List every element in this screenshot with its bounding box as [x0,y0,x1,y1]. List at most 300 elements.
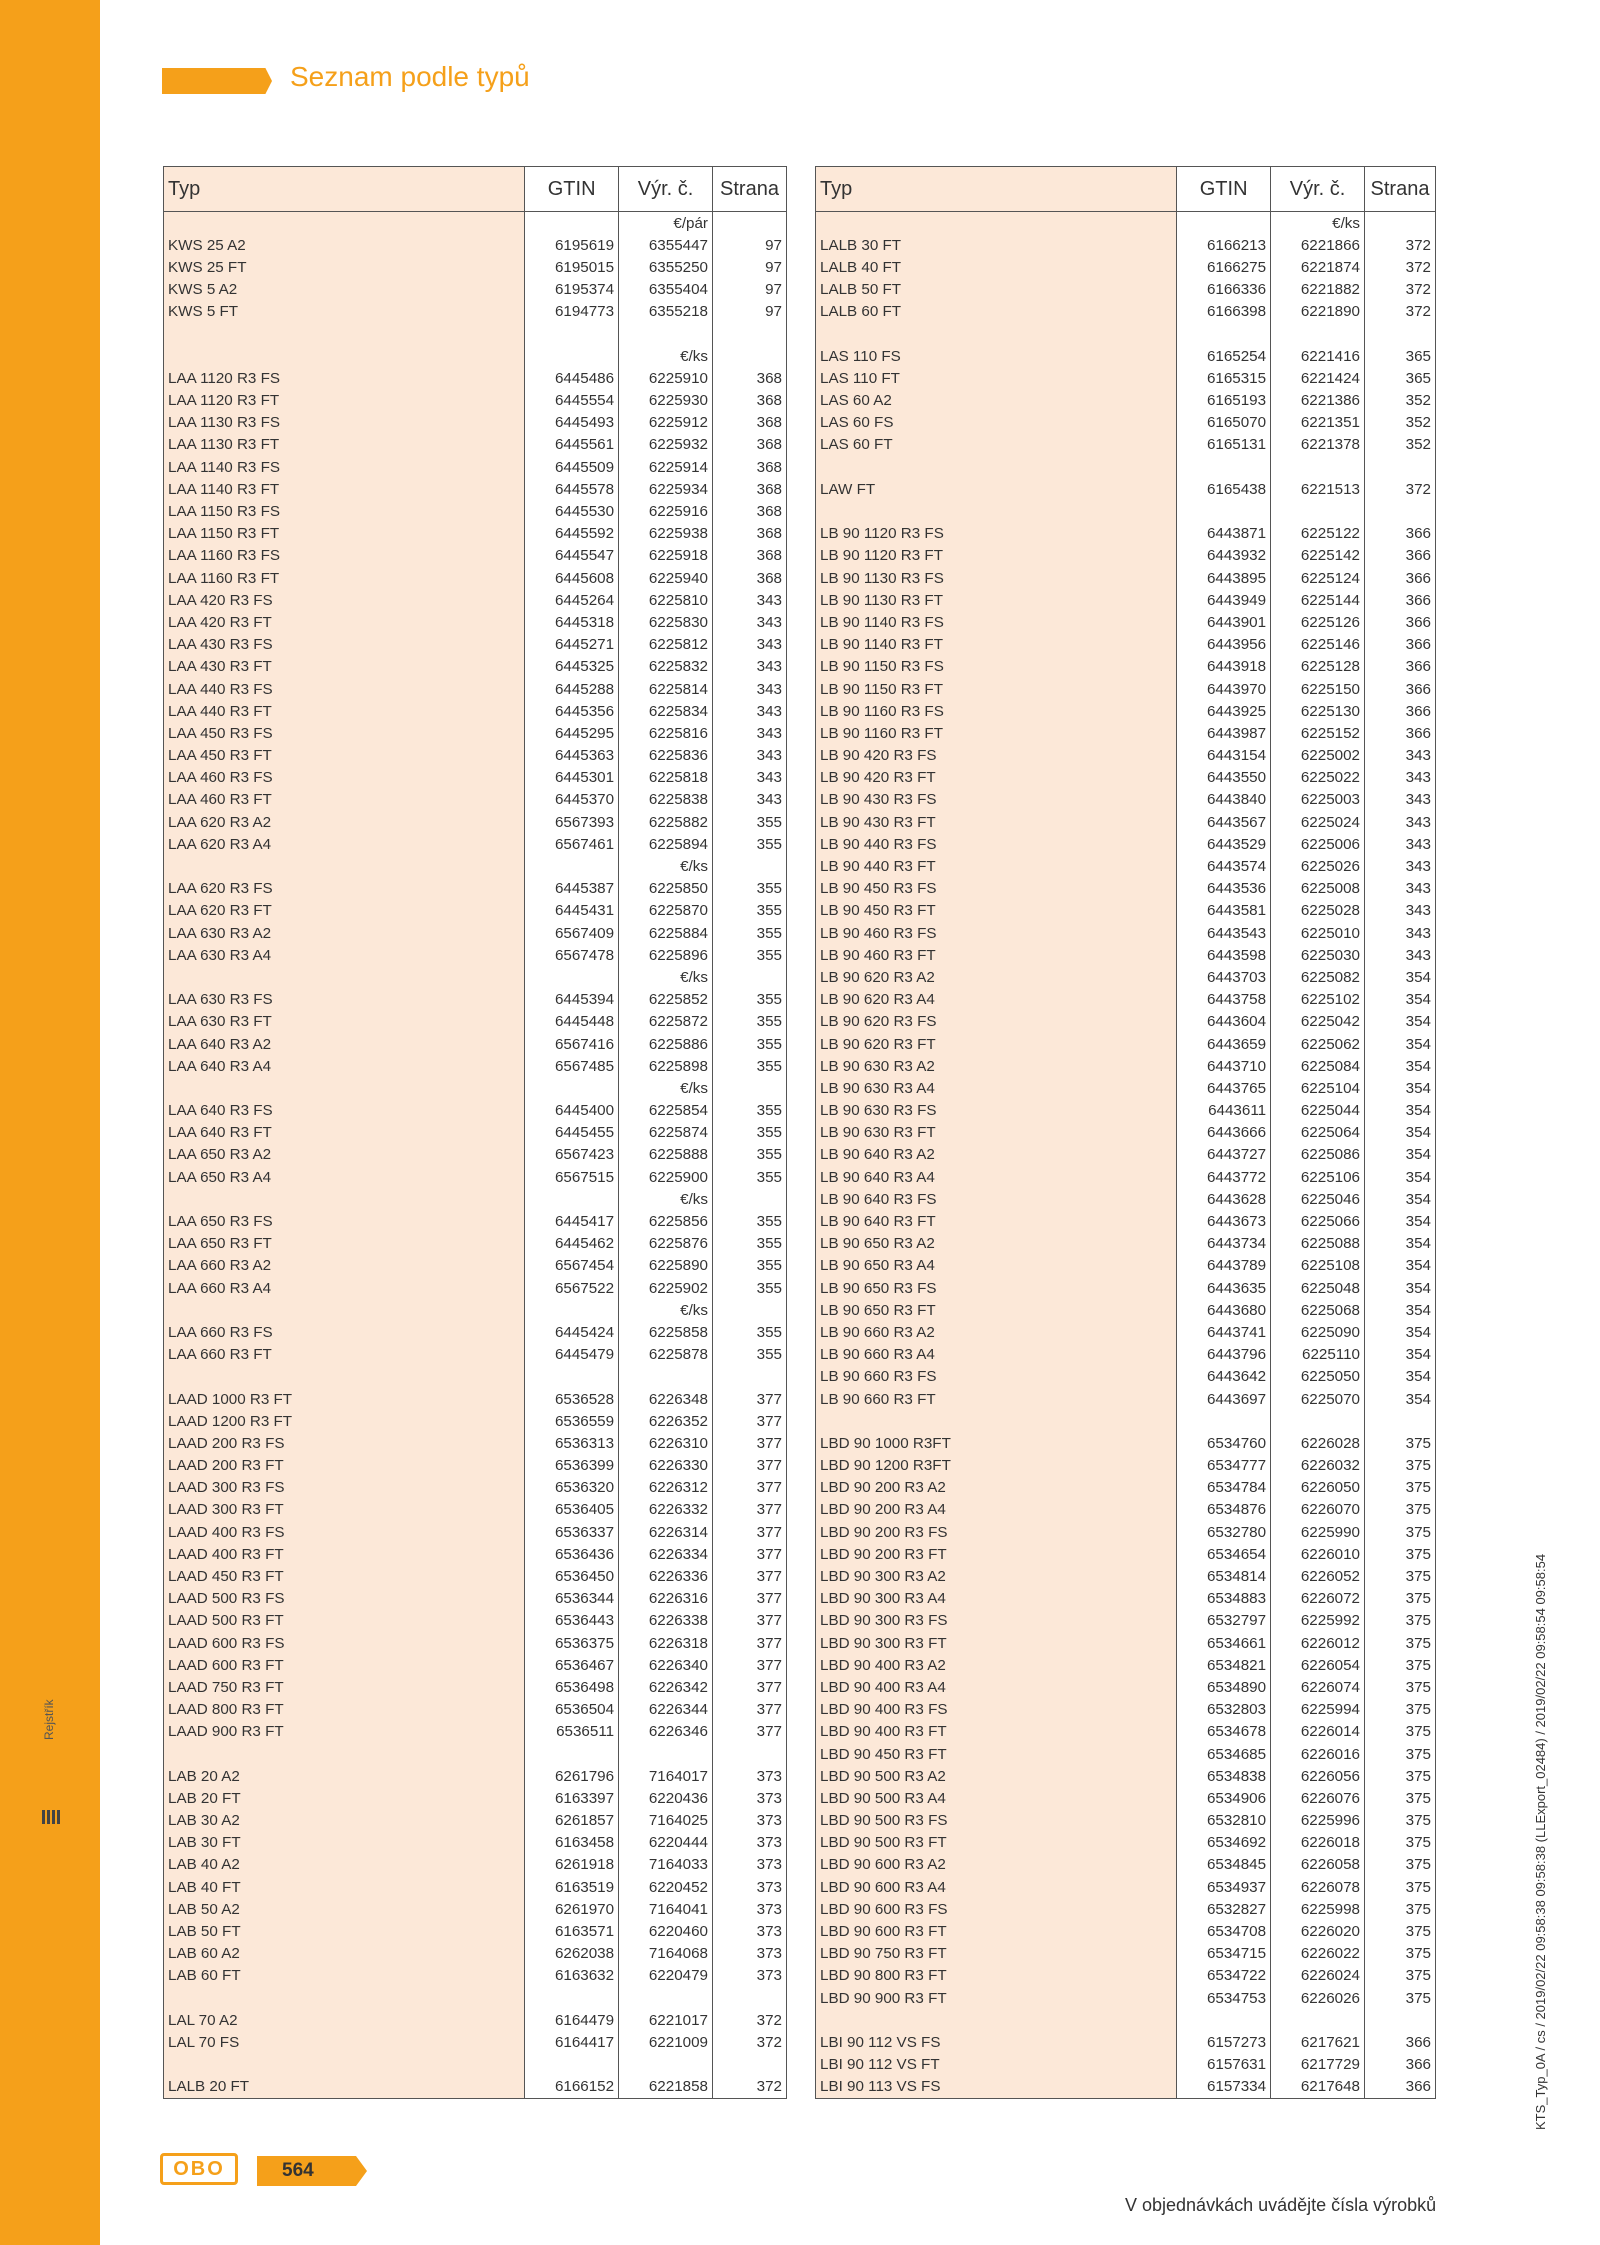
cell-typ: LALB 50 FT [816,279,1177,301]
cell-gtin: 6445547 [525,545,619,567]
cell-vyr: 6220452 [619,1876,713,1898]
cell-vyr: 6225878 [619,1344,713,1366]
cell-strana: 375 [1365,1987,1436,2009]
table-header [816,167,1436,212]
cell-typ: LB 90 420 R3 FS [816,745,1177,767]
cell-strana: 373 [713,1898,787,1920]
cell-typ: LAA 650 R3 A2 [164,1144,525,1166]
cell-strana: 375 [1365,1965,1436,1987]
table-row [164,1810,787,1832]
cell-vyr: 6225812 [619,634,713,656]
cell-strana: 373 [713,1787,787,1809]
cell-gtin: 6443697 [1177,1388,1271,1410]
cell-vyr: 6225086 [1271,1144,1365,1166]
cell-strana: 366 [1365,2031,1436,2053]
table-row [164,634,787,656]
cell-strana: 366 [1365,567,1436,589]
table-row [816,811,1436,833]
cell-typ: LAA 460 R3 FS [164,767,525,789]
cell-typ: LB 90 1160 R3 FS [816,700,1177,722]
cell-gtin: 6445493 [525,412,619,434]
cell-typ: LAB 20 FT [164,1787,525,1809]
cell-strana [713,212,787,235]
cell-vyr: 6225912 [619,412,713,434]
table-row [164,412,787,434]
table-row [816,1654,1436,1676]
cell-vyr: 6225142 [1271,545,1365,567]
table-row [816,523,1436,545]
cell-vyr: 6225894 [619,833,713,855]
cell-vyr: 6355250 [619,256,713,278]
cell-strana [1365,456,1436,478]
table-row [164,1765,787,1787]
table-row [164,1033,787,1055]
cell-vyr: 6225916 [619,500,713,522]
cell-vyr: 6225884 [619,922,713,944]
table-row [164,1299,787,1321]
cell-typ: LB 90 1150 R3 FT [816,678,1177,700]
table-row [164,1055,787,1077]
cell-gtin: 6567522 [525,1277,619,1299]
table-row [816,611,1436,633]
cell-typ: LB 90 430 R3 FT [816,811,1177,833]
cell-typ: LAAD 300 R3 FT [164,1499,525,1521]
cell-vyr: 6225930 [619,390,713,412]
cell-typ: LAAD 500 R3 FS [164,1588,525,1610]
cell-gtin: 6443741 [1177,1321,1271,1343]
cell-typ: LB 90 660 R3 FS [816,1366,1177,1388]
cell-typ: LBD 90 600 R3 A4 [816,1876,1177,1898]
cell-gtin: 6534883 [1177,1588,1271,1610]
cell-strana: 355 [713,878,787,900]
cell-typ [816,1410,1177,1432]
table-row [816,1344,1436,1366]
cell-typ [164,212,525,235]
table-row [164,390,787,412]
cell-typ: LBD 90 500 R3 A2 [816,1765,1177,1787]
cell-typ: LAA 630 R3 A2 [164,922,525,944]
table-row [816,2076,1436,2099]
cell-strana: 355 [713,1033,787,1055]
cell-vyr: 6225002 [1271,745,1365,767]
table-row [816,390,1436,412]
cell-gtin [1177,456,1271,478]
cell-typ: LB 90 420 R3 FT [816,767,1177,789]
cell-gtin: 6536504 [525,1699,619,1721]
cell-gtin: 6445394 [525,989,619,1011]
cell-strana [1365,1410,1436,1432]
cell-typ: LB 90 460 R3 FT [816,944,1177,966]
cell-strana: 354 [1365,1321,1436,1343]
cell-strana: 354 [1365,1388,1436,1410]
cell-vyr: 6226016 [1271,1743,1365,1765]
table-row [816,1721,1436,1743]
cell-typ: LAA 1160 R3 FS [164,545,525,567]
cell-gtin: 6165254 [1177,345,1271,367]
cell-typ: LB 90 450 R3 FT [816,900,1177,922]
cell-strana: 355 [713,900,787,922]
cell-strana: 366 [1365,700,1436,722]
table-row [816,855,1436,877]
cell-strana: 373 [713,1920,787,1942]
cell-typ: LAAD 200 R3 FT [164,1455,525,1477]
cell-strana: 368 [713,500,787,522]
cell-strana: 366 [1365,2076,1436,2099]
cell-strana: 366 [1365,722,1436,744]
cell-gtin: 6445356 [525,700,619,722]
cell-gtin: 6163571 [525,1920,619,1942]
table-row [816,545,1436,567]
cell-typ: LBD 90 400 R3 A2 [816,1654,1177,1676]
table-row [816,1765,1436,1787]
cell-gtin: 6443581 [1177,900,1271,922]
cell-vyr: 6225996 [1271,1810,1365,1832]
cell-typ: LBD 90 300 R3 FS [816,1610,1177,1632]
cell-gtin: 6443574 [1177,855,1271,877]
cell-strana: 375 [1365,1876,1436,1898]
cell-strana: 355 [713,1166,787,1188]
cell-typ: LB 90 1160 R3 FT [816,722,1177,744]
cell-vyr: 6226026 [1271,1987,1365,2009]
cell-strana: 352 [1365,390,1436,412]
cell-gtin: 6532803 [1177,1699,1271,1721]
cell-gtin: 6534715 [1177,1943,1271,1965]
cell-typ: LB 90 630 R3 A4 [816,1077,1177,1099]
header-strana: Strana [1365,167,1436,212]
table-row [816,434,1436,456]
cell-vyr: 6225902 [619,1277,713,1299]
table-row [164,500,787,522]
header-gtin: GTIN [1177,167,1271,212]
cell-typ: LAA 440 R3 FS [164,678,525,700]
cell-gtin: 6194773 [525,301,619,323]
cell-strana: 377 [713,1699,787,1721]
table-row [816,1210,1436,1232]
table-row [816,1011,1436,1033]
cell-gtin: 6443796 [1177,1344,1271,1366]
cell-gtin: 6157631 [1177,2054,1271,2076]
table-row [816,1077,1436,1099]
cell-gtin: 6567423 [525,1144,619,1166]
cell-typ: LB 90 650 R3 A4 [816,1255,1177,1277]
cell-vyr: 6225850 [619,878,713,900]
cell-vyr: 6225836 [619,745,713,767]
cell-strana: 354 [1365,1299,1436,1321]
cell-gtin: 6443154 [1177,745,1271,767]
cell-typ: LAA 450 R3 FS [164,722,525,744]
cell-vyr: 6226056 [1271,1765,1365,1787]
cell-vyr: 6226344 [619,1699,713,1721]
cell-vyr: 6225888 [619,1144,713,1166]
table-row [816,1321,1436,1343]
table-header [164,167,787,212]
cell-vyr: 7164017 [619,1765,713,1787]
cell-gtin [1177,323,1271,345]
cell-vyr: 6220479 [619,1965,713,1987]
cell-typ: LAA 640 R3 A4 [164,1055,525,1077]
cell-typ: LAA 1150 R3 FS [164,500,525,522]
cell-gtin [525,1188,619,1210]
cell-vyr: 6225024 [1271,811,1365,833]
cell-strana: 368 [713,545,787,567]
cell-gtin [1177,2009,1271,2031]
cell-gtin: 6534708 [1177,1920,1271,1942]
cell-gtin: 6534845 [1177,1854,1271,1876]
title-tag [162,68,272,94]
header-vyr: Výr. č. [619,167,713,212]
cell-vyr: 6225146 [1271,634,1365,656]
table-row [816,722,1436,744]
cell-strana: 354 [1365,989,1436,1011]
table-row [164,833,787,855]
cell-vyr: 6225816 [619,722,713,744]
cell-vyr: 6226050 [1271,1477,1365,1499]
cell-typ: LAA 420 R3 FS [164,589,525,611]
cell-gtin [525,323,619,345]
cell-gtin: 6443604 [1177,1011,1271,1033]
table-row [164,1654,787,1676]
cell-strana: 375 [1365,1588,1436,1610]
cell-typ: LBD 90 400 R3 FT [816,1721,1177,1743]
cell-gtin: 6536436 [525,1543,619,1565]
table-row [164,212,787,235]
cell-typ: LAA 1120 R3 FT [164,390,525,412]
table-row [816,1033,1436,1055]
cell-strana: 373 [713,1943,787,1965]
cell-strana: 366 [1365,589,1436,611]
table-row [816,212,1436,235]
cell-strana: 343 [713,678,787,700]
cell-typ: LBD 90 1200 R3FT [816,1455,1177,1477]
table-row [164,1233,787,1255]
cell-strana: 366 [1365,2054,1436,2076]
cell-strana: 375 [1365,1832,1436,1854]
table-row [816,1898,1436,1920]
cell-strana [713,345,787,367]
cell-vyr: 6226334 [619,1543,713,1565]
cell-vyr: 6225998 [1271,1898,1365,1920]
cell-vyr: 6226058 [1271,1854,1365,1876]
cell-vyr: 6220460 [619,1920,713,1942]
cell-vyr: €/ks [619,855,713,877]
cell-typ: LAAD 500 R3 FT [164,1610,525,1632]
cell-gtin: 6534784 [1177,1477,1271,1499]
table-row [816,1255,1436,1277]
cell-vyr: 6225938 [619,523,713,545]
cell-vyr: 6225062 [1271,1033,1365,1055]
cell-typ: LB 90 630 R3 A2 [816,1055,1177,1077]
cell-strana: 343 [713,656,787,678]
cell-typ: LAA 1130 R3 FT [164,434,525,456]
cell-vyr: 6225102 [1271,989,1365,1011]
cell-typ: LAAD 300 R3 FS [164,1477,525,1499]
table-row [164,922,787,944]
cell-vyr: 6220444 [619,1832,713,1854]
cell-vyr: 6221890 [1271,301,1365,323]
cell-vyr: 6225858 [619,1321,713,1343]
cell-gtin: 6445363 [525,745,619,767]
cell-vyr: 6225126 [1271,611,1365,633]
table-row [816,989,1436,1011]
cell-gtin: 6445387 [525,878,619,900]
cell-strana: 366 [1365,523,1436,545]
cell-vyr: 6226074 [1271,1676,1365,1698]
cell-vyr: 6226352 [619,1410,713,1432]
table-row [164,1721,787,1743]
cell-typ: LB 90 1140 R3 FT [816,634,1177,656]
cell-strana: 373 [713,1765,787,1787]
cell-strana [713,1077,787,1099]
cell-typ: LAA 630 R3 A4 [164,944,525,966]
cell-vyr: 6355447 [619,234,713,256]
cell-strana: 354 [1365,1344,1436,1366]
cell-gtin: 6536399 [525,1455,619,1477]
cell-gtin: 6443772 [1177,1166,1271,1188]
table-row [164,966,787,988]
table-row [816,279,1436,301]
cell-vyr: 6225064 [1271,1122,1365,1144]
cell-vyr: 6225834 [619,700,713,722]
cell-typ: LBD 90 400 R3 FS [816,1699,1177,1721]
cell-strana: 377 [713,1676,787,1698]
cell-typ: LAL 70 FS [164,2031,525,2053]
cell-gtin: 6534777 [1177,1455,1271,1477]
cell-gtin [525,1987,619,2009]
table-row [164,1432,787,1454]
cell-gtin: 6443529 [1177,833,1271,855]
table-row [164,545,787,567]
cell-strana: 343 [1365,789,1436,811]
cell-vyr: 6225896 [619,944,713,966]
cell-gtin: 6445295 [525,722,619,744]
cell-typ: LAA 660 R3 A2 [164,1255,525,1277]
cell-strana: 372 [1365,301,1436,323]
export-meta: KTS_Typ_0A / cs / 2019/02/22 09:58:38 09:58:38 (LLExport_02484) / 2019/02/22 09:58:54 09:58:54 [1533,1553,1548,2130]
cell-gtin: 6443611 [1177,1100,1271,1122]
table-row [164,1743,787,1765]
cell-gtin [525,966,619,988]
cell-typ: LBD 90 600 R3 FS [816,1898,1177,1920]
cell-strana: 355 [713,1100,787,1122]
cell-typ: LAAD 1000 R3 FT [164,1388,525,1410]
cell-gtin: 6443642 [1177,1366,1271,1388]
cell-strana: 375 [1365,1432,1436,1454]
cell-gtin: 6445301 [525,767,619,789]
table-row [164,900,787,922]
table-row [816,1144,1436,1166]
cell-gtin: 6443949 [1177,589,1271,611]
cell-vyr: 6226020 [1271,1920,1365,1942]
cell-gtin: 6163519 [525,1876,619,1898]
table-row [816,500,1436,522]
table-row [164,1188,787,1210]
cell-typ: LBI 90 112 VS FT [816,2054,1177,2076]
cell-gtin: 6443901 [1177,611,1271,633]
cell-typ: LBD 90 1000 R3FT [816,1432,1177,1454]
cell-typ: LAB 40 FT [164,1876,525,1898]
table-row [816,1943,1436,1965]
cell-vyr: 6221386 [1271,390,1365,412]
cell-vyr: 6226316 [619,1588,713,1610]
cell-gtin: 6261918 [525,1854,619,1876]
cell-typ: LAAD 450 R3 FT [164,1565,525,1587]
table-row [816,1055,1436,1077]
table-row [164,1011,787,1033]
cell-typ: LB 90 440 R3 FS [816,833,1177,855]
cell-strana [1365,2009,1436,2031]
cell-gtin: 6445325 [525,656,619,678]
table-row [164,811,787,833]
cell-gtin: 6445455 [525,1122,619,1144]
cell-vyr [619,1743,713,1765]
cell-typ: LAB 60 A2 [164,1943,525,1965]
cell-strana: 355 [713,1255,787,1277]
cell-strana: 377 [713,1632,787,1654]
table-row [164,478,787,500]
table-row [816,2009,1436,2031]
cell-gtin [525,1299,619,1321]
table-row [164,1676,787,1698]
cell-strana [1365,212,1436,235]
cell-gtin: 6443734 [1177,1233,1271,1255]
cell-vyr: €/ks [619,966,713,988]
table-row [164,1987,787,2009]
cell-typ: LB 90 1150 R3 FS [816,656,1177,678]
table-row [816,1832,1436,1854]
cell-typ: LAAD 600 R3 FS [164,1632,525,1654]
cell-typ [164,1188,525,1210]
cell-typ: LALB 20 FT [164,2076,525,2099]
cell-vyr: 6355404 [619,279,713,301]
cell-typ: LAL 70 A2 [164,2009,525,2031]
cell-vyr: 6225856 [619,1210,713,1232]
cell-gtin: 6536344 [525,1588,619,1610]
cell-gtin: 6534814 [1177,1565,1271,1587]
table-row [816,1432,1436,1454]
table-row [816,1965,1436,1987]
cell-vyr: 6225044 [1271,1100,1365,1122]
left-table-body [164,212,787,2099]
cell-vyr: 6225932 [619,434,713,456]
cell-strana: 375 [1365,1699,1436,1721]
cell-strana [713,1366,787,1388]
cell-vyr: 6225876 [619,1233,713,1255]
cell-strana: 375 [1365,1565,1436,1587]
cell-strana: 354 [1365,1100,1436,1122]
table-row [164,678,787,700]
cell-strana: 354 [1365,1210,1436,1232]
cell-vyr [619,323,713,345]
cell-vyr: 6225022 [1271,767,1365,789]
cell-gtin: 6534876 [1177,1499,1271,1521]
cell-vyr: 6225104 [1271,1077,1365,1099]
cell-strana: 375 [1365,1632,1436,1654]
cell-strana: 343 [713,789,787,811]
cell-typ: LAA 1150 R3 FT [164,523,525,545]
cell-typ: LAA 660 R3 A4 [164,1277,525,1299]
cell-typ [164,323,525,345]
cell-vyr: 6225008 [1271,878,1365,900]
cell-strana: 372 [1365,234,1436,256]
table-row [164,1100,787,1122]
cell-strana: 354 [1365,1055,1436,1077]
cell-typ: LBD 90 200 R3 FS [816,1521,1177,1543]
cell-typ: LAA 430 R3 FT [164,656,525,678]
table-row [164,1565,787,1587]
cell-typ: LAA 460 R3 FT [164,789,525,811]
cell-gtin: 6445554 [525,390,619,412]
cell-vyr: 6226072 [1271,1588,1365,1610]
